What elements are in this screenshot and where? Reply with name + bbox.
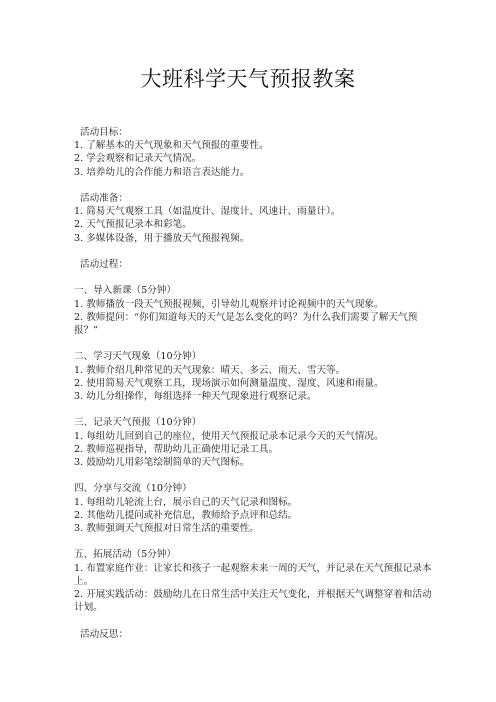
process-heading: 活动过程： — [80, 259, 128, 270]
section-item: 3. 幼儿分组操作，每组选择一种天气现象进行观察记录。 — [74, 391, 317, 402]
section-title: 五、拓展活动（5分钟） — [74, 549, 177, 561]
section-item: 3. 教师强调天气预报对日常生活的重要性。 — [74, 523, 259, 534]
section-item: 2. 开展实践活动：鼓励幼儿在日常生活中关注天气变化，并根据天气调整穿着和活动计划。 — [74, 589, 432, 614]
goal-item: 3. 培养幼儿的合作能力和语言表达能力。 — [74, 166, 250, 178]
section-item: 2. 使用简易天气观察工具，现场演示如何测量温度、湿度、风速和雨量。 — [74, 377, 384, 389]
section-item: 1. 每组幼儿回到自己的座位，使用天气预报记录本记录今天的天气情况。 — [74, 430, 384, 442]
prep-item: 2. 天气预报记录本和彩笔。 — [74, 219, 192, 231]
section-title: 四、分享与交流（10分钟） — [74, 483, 192, 495]
prep-item: 3. 多媒体设备，用于播放天气预报视频。 — [74, 232, 250, 244]
section-item: 2. 其他幼儿提问或补充信息，教师给予点评和总结。 — [74, 509, 298, 521]
section-item: 1. 教师介绍几种常见的天气现象：晴天、多云、雨天、雪天等。 — [74, 364, 346, 376]
goals-heading: 活动目标： — [80, 127, 128, 138]
section-item: 1. 教师播放一段天气预报视频，引导幼儿观察并讨论视频中的天气现象。 — [74, 298, 384, 310]
section-item: 2. 教师巡视指导，帮助幼儿正确使用记录工具。 — [74, 443, 279, 455]
section-item: 2. 教师提问：“你们知道每天的天气是怎么变化的吗？为什么我们需要了解天气预报？” — [74, 311, 418, 336]
section-item: 1. 每组幼儿轮流上台，展示自己的天气记录和图标。 — [74, 496, 298, 508]
section-item: 1. 布置家庭作业：让家长和孩子一起观察未来一周的天气，并记录在天气预报记录本上。 — [74, 562, 432, 587]
section-title: 一、导入新课（5分钟） — [74, 285, 177, 297]
goal-item: 1. 了解基本的天气现象和天气预报的重要性。 — [74, 140, 269, 152]
section-title: 三、记录天气预报（10分钟） — [74, 417, 202, 429]
prep-item: 1. 简易天气观察工具（如温度计、湿度计、风速计、雨量计）。 — [74, 206, 341, 218]
document-title: 大班科学天气预报教案 — [140, 67, 356, 91]
document-body — [74, 126, 434, 641]
section-item: 3. 鼓励幼儿用彩笔绘制简单的天气图标。 — [74, 457, 250, 468]
reflection-heading: 活动反思： — [80, 628, 128, 640]
prep-heading: 活动准备： — [80, 193, 128, 204]
goal-item: 2. 学会观察和记录天气情况。 — [74, 153, 202, 165]
section-title: 二、学习天气现象（10分钟） — [74, 351, 202, 363]
